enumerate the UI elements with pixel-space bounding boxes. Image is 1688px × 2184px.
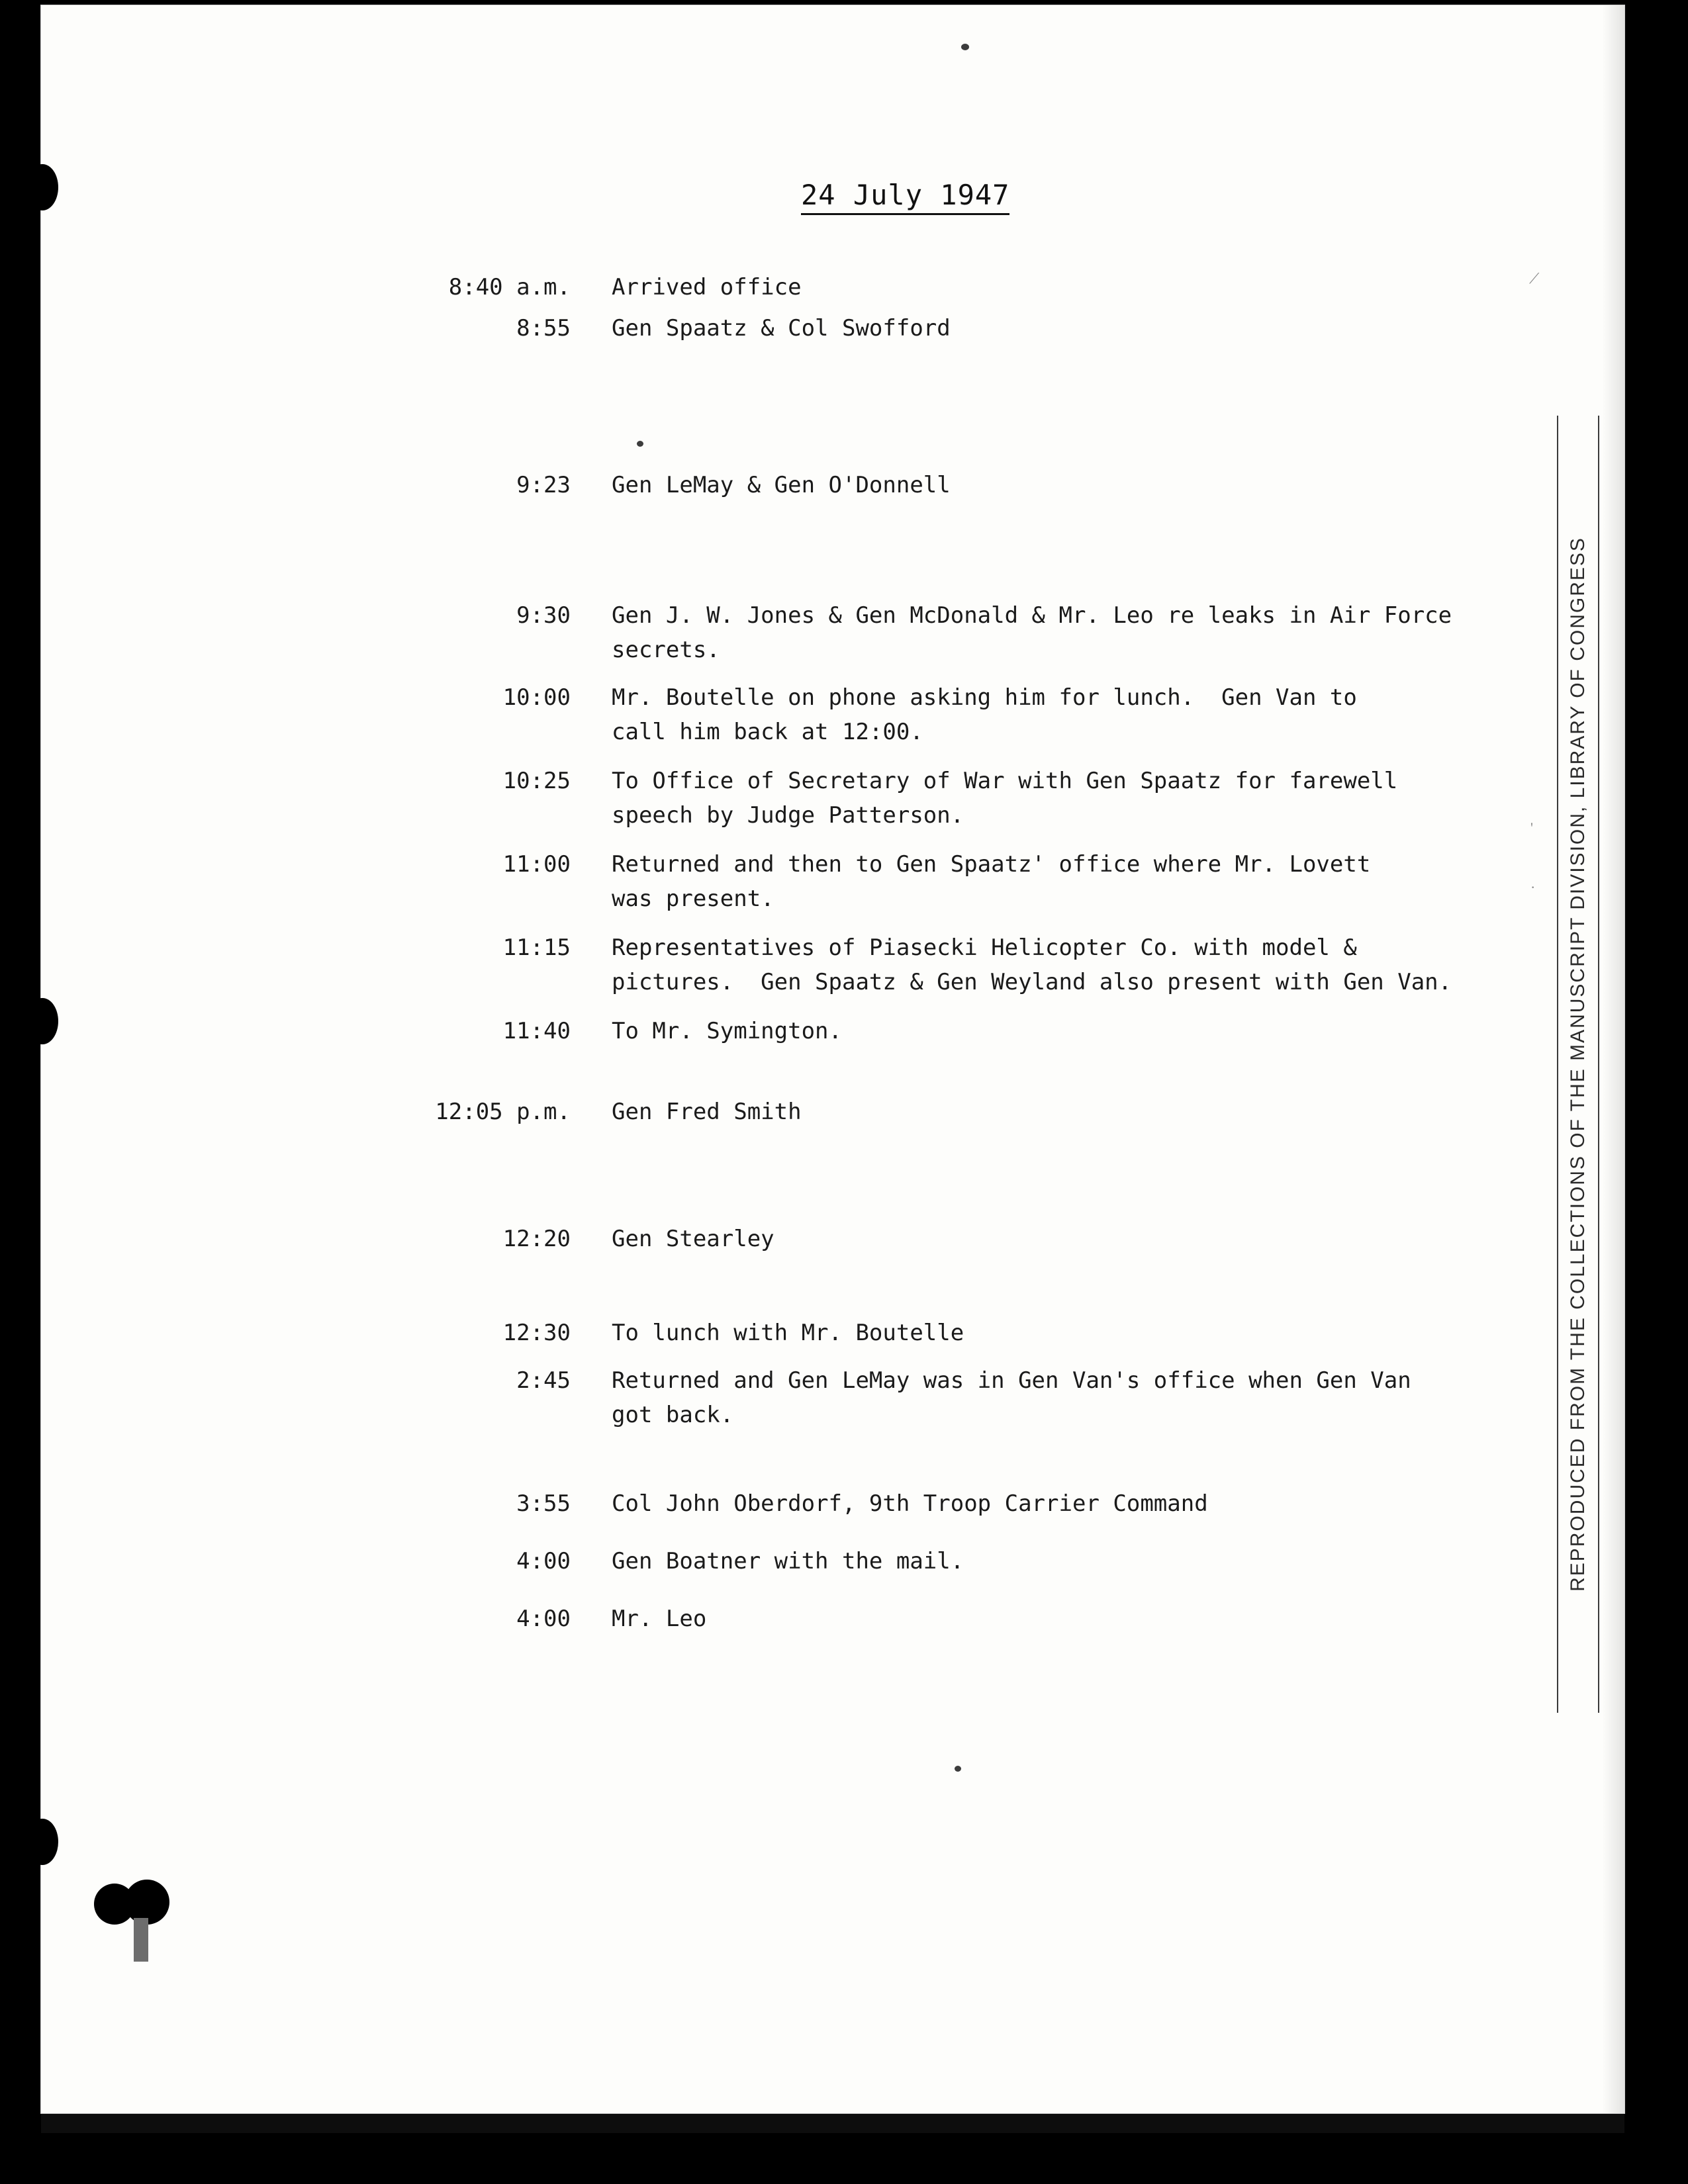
log-entry [332, 1095, 1590, 1129]
scan-smudge: · [1530, 879, 1536, 895]
log-entry-time: 11:00 [502, 851, 571, 878]
log-entry-line: To lunch with Mr. Boutelle [612, 1320, 964, 1346]
log-entry [332, 931, 1590, 999]
log-entry-time: 4:00 [516, 1548, 571, 1574]
scan-smudge: ⟋ [1529, 270, 1540, 287]
log-entry [332, 847, 1590, 916]
log-entry-text [612, 1316, 1590, 1350]
log-entry-text [612, 847, 1590, 916]
log-entry-line: got back. [612, 1402, 734, 1428]
daily-log-entries [332, 270, 1590, 1636]
log-entry-line: call him back at 12:00. [612, 719, 923, 745]
log-entry-line: Col John Oberdorf, 9th Troop Carrier Command [612, 1490, 1208, 1517]
log-entry-line: speech by Judge Patterson. [612, 802, 964, 829]
log-entry [332, 1316, 1590, 1350]
log-entry-text [612, 1363, 1590, 1432]
log-entry [332, 764, 1590, 833]
log-entry-line: Representatives of Piasecki Helicopter Co. with model & [612, 934, 1357, 961]
scan-speck [955, 1766, 961, 1772]
log-entry-time: 9:30 [516, 602, 571, 629]
log-entry-text [612, 1095, 1590, 1129]
log-entry-text [612, 1602, 1590, 1636]
log-entry-line: Gen LeMay & Gen O'Donnell [612, 472, 951, 498]
log-entry [332, 1222, 1590, 1256]
log-entry-text [612, 468, 1590, 502]
log-entry-time: 12:20 [502, 1226, 571, 1252]
log-entry-line: Gen J. W. Jones & Gen McDonald & Mr. Leo re leaks in Air Force [612, 602, 1452, 629]
log-entry-line: Gen Stearley [612, 1226, 774, 1252]
punch-hole-icon [26, 1819, 58, 1865]
log-entry-text [612, 1014, 1590, 1048]
library-stamp-text: REPRODUCED FROM THE COLLECTIONS OF THE MANUSCRIPT DIVISION, LIBRARY OF CONGRESS [1567, 537, 1589, 1592]
log-entry-time: 8:40 a.m. [448, 274, 571, 300]
punch-hole-icon [26, 164, 58, 210]
scan-smudge: ' [1530, 819, 1533, 836]
log-entry [332, 680, 1590, 749]
log-entry [332, 270, 1590, 304]
log-entry-text [612, 270, 1590, 304]
log-entry-time: 3:55 [516, 1490, 571, 1517]
log-entry [332, 1363, 1590, 1432]
log-entry-line: Returned and Gen LeMay was in Gen Van's office when Gen Van [612, 1367, 1411, 1394]
log-entry-time: 8:55 [516, 315, 571, 341]
log-entry-text [612, 931, 1590, 999]
log-entry [332, 311, 1590, 345]
log-entry-line: Arrived office [612, 274, 802, 300]
log-entry-line: Mr. Boutelle on phone asking him for lunch. Gen Van to [612, 684, 1357, 711]
log-entry-time: 10:00 [502, 684, 571, 711]
log-entry-text [612, 1486, 1590, 1521]
log-entry-line: Returned and then to Gen Spaatz' office where Mr. Lovett [612, 851, 1371, 878]
log-entry-text [612, 764, 1590, 833]
log-entry-time: 2:45 [516, 1367, 571, 1394]
log-entry-text [612, 680, 1590, 749]
log-entry-time: 11:15 [502, 934, 571, 961]
log-entry-line: Gen Fred Smith [612, 1099, 802, 1125]
log-entry-time: 4:00 [516, 1606, 571, 1632]
log-entry [332, 1602, 1590, 1636]
scan-right-edge [1624, 0, 1688, 2184]
binder-fastener-icon [94, 1872, 187, 1958]
log-entry [332, 1544, 1590, 1578]
log-entry-line: Gen Boatner with the mail. [612, 1548, 964, 1574]
log-entry-time: 10:25 [502, 768, 571, 794]
log-entry-line: To Mr. Symington. [612, 1018, 842, 1044]
log-entry-line: secrets. [612, 637, 720, 663]
page-title: 24 July 1947 [801, 179, 1009, 215]
log-entry-time: 12:05 p.m. [435, 1099, 571, 1125]
log-entry-time: 11:40 [502, 1018, 571, 1044]
log-entry [332, 1486, 1590, 1521]
log-entry-text [612, 1222, 1590, 1256]
log-entry-line: was present. [612, 886, 774, 912]
log-entry-text [612, 598, 1590, 667]
log-entry-time: 12:30 [502, 1320, 571, 1346]
log-entry [332, 598, 1590, 667]
scan-speck [961, 44, 969, 50]
log-entry-line: Gen Spaatz & Col Swofford [612, 315, 951, 341]
scanned-page [41, 5, 1624, 2113]
log-entry-line: To Office of Secretary of War with Gen Spaatz for farewell [612, 768, 1398, 794]
log-entry-text [612, 311, 1590, 345]
punch-hole-icon [26, 998, 58, 1044]
log-entry-line: pictures. Gen Spaatz & Gen Weyland also present with Gen Van. [612, 969, 1452, 995]
log-entry-time: 9:23 [516, 472, 571, 498]
log-entry [332, 1014, 1590, 1048]
log-entry [332, 468, 1590, 502]
scan-top-edge [0, 0, 1688, 5]
scan-bottom-edge [41, 2113, 1624, 2133]
log-entry-text [612, 1544, 1590, 1578]
log-entry-line: Mr. Leo [612, 1606, 707, 1632]
library-of-congress-stamp [1557, 416, 1599, 1713]
